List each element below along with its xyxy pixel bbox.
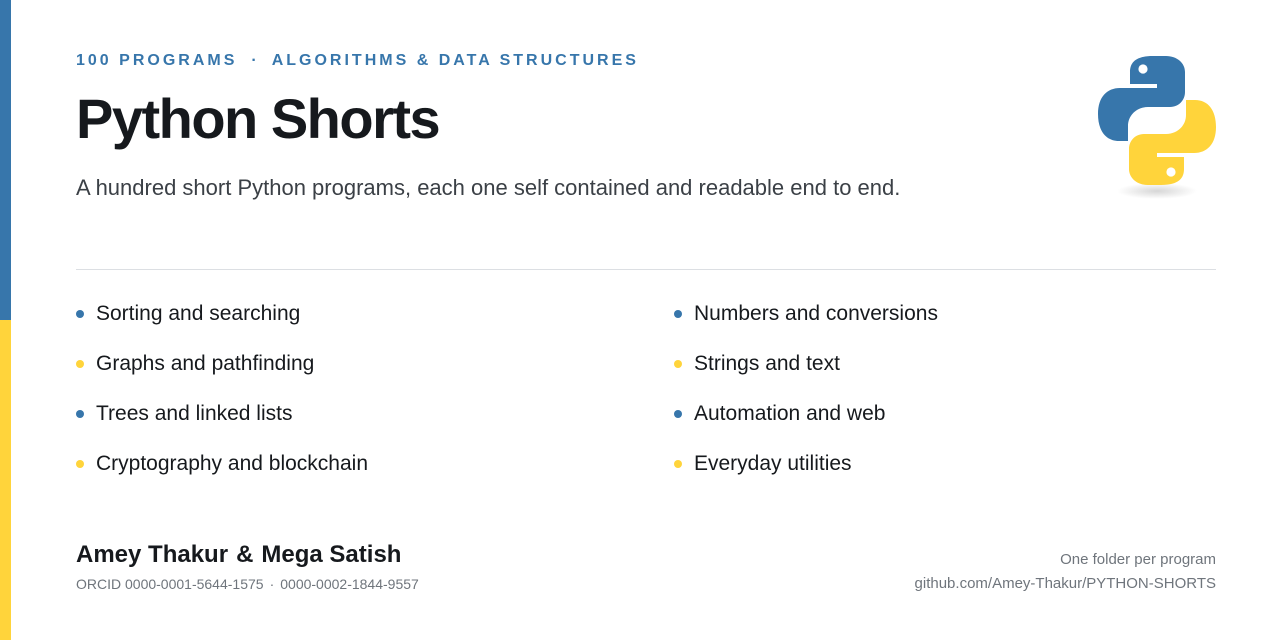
feature-label: Numbers and conversions	[694, 302, 938, 325]
feature-label: Everyday utilities	[694, 452, 852, 475]
bullet-icon	[76, 460, 84, 468]
author-name: Mega Satish	[261, 541, 402, 568]
orcid-separator: ·	[269, 576, 275, 592]
bullet-icon	[674, 360, 682, 368]
bullet-icon	[76, 410, 84, 418]
orcid-id: ORCID 0000-0001-5644-1575	[76, 576, 264, 592]
page-title: Python Shorts	[76, 87, 440, 150]
eyebrow	[76, 52, 639, 70]
feature-item-graphs	[76, 347, 314, 381]
feature-item-utilities	[674, 447, 852, 481]
author-name: Amey Thakur	[76, 541, 229, 568]
feature-item-cryptography	[76, 447, 368, 481]
accent-bar-yellow	[0, 320, 11, 640]
eyebrow-separator: ·	[251, 52, 260, 69]
feature-list	[76, 297, 1216, 507]
feature-item-strings	[674, 347, 840, 381]
feature-item-trees	[76, 397, 292, 431]
eyebrow-topic: ALGORITHMS & DATA STRUCTURES	[271, 52, 639, 69]
feature-label: Cryptography and blockchain	[96, 452, 368, 475]
feature-item-numbers	[674, 297, 938, 331]
page-subtitle: A hundred short Python programs, each one self contained and readable end to end.	[76, 175, 901, 200]
feature-label: Graphs and pathfinding	[96, 352, 315, 375]
orcid-line	[76, 576, 419, 592]
bullet-icon	[674, 460, 682, 468]
bullet-icon	[674, 410, 682, 418]
feature-label: Strings and text	[694, 352, 840, 375]
feature-label: Trees and linked lists	[96, 402, 293, 425]
repo-link[interactable]: github.com/Amey-Thakur/PYTHON-SHORTS	[914, 575, 1216, 592]
bullet-icon	[76, 360, 84, 368]
feature-item-automation	[674, 397, 885, 431]
footer-note: One folder per program	[1060, 551, 1216, 568]
footer-meta	[915, 548, 1216, 596]
author-separator: &	[236, 541, 254, 568]
eyebrow-count: 100 PROGRAMS	[76, 52, 238, 69]
feature-item-sorting	[76, 297, 300, 331]
orcid-id: 0000-0002-1844-9557	[280, 576, 419, 592]
python-logo-icon	[1094, 52, 1220, 202]
feature-label: Sorting and searching	[96, 302, 301, 325]
feature-label: Automation and web	[694, 402, 886, 425]
accent-bar-blue	[0, 0, 11, 320]
bullet-icon	[674, 310, 682, 318]
authors	[76, 541, 401, 569]
bullet-icon	[76, 310, 84, 318]
divider	[76, 269, 1216, 270]
